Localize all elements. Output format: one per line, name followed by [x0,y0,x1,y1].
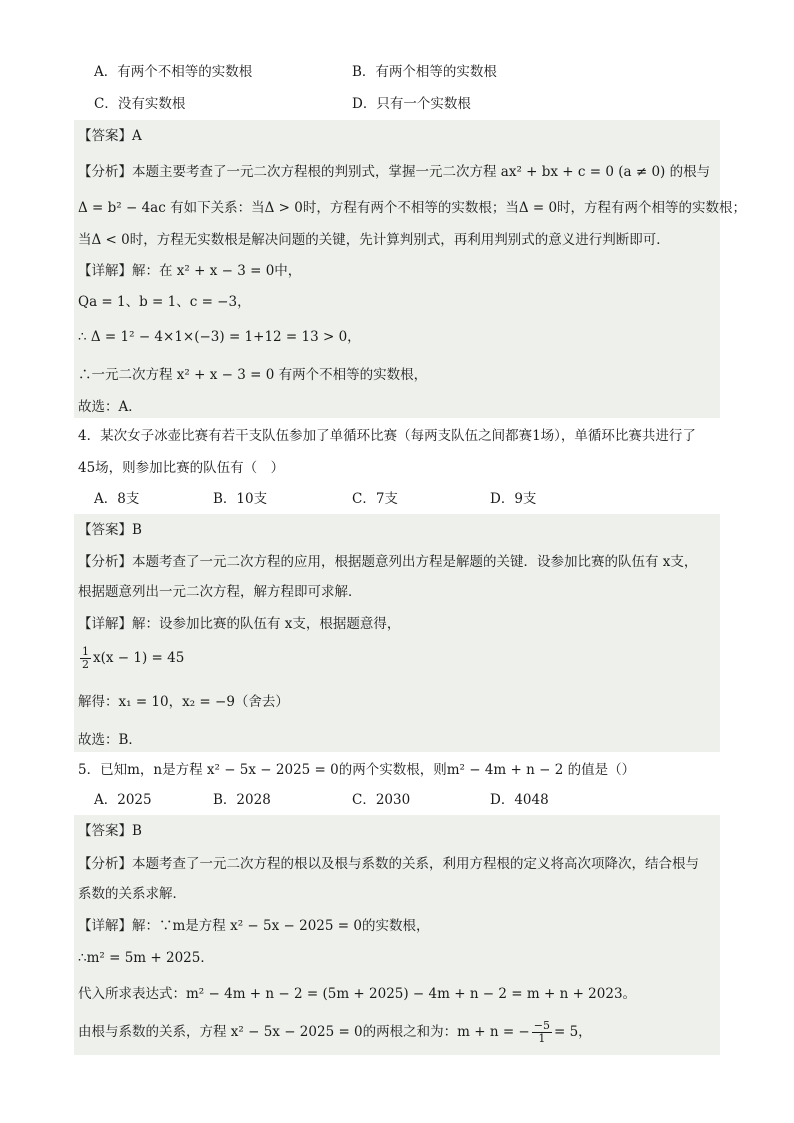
q4-answer: 【答案】B [78,522,142,538]
q3-detail-line-3: ∴ Δ = 1² − 4×1×(−3) = 1+12 = 13 > 0， [78,329,361,345]
q5-fraction-numerator: −5 [533,1019,550,1032]
q3-option-d: D．只有一个实数根 [352,96,471,112]
q4-stem-line-1: 4．某次女子冰壶比赛有若干支队伍参加了单循环比赛（每两支队伍之间都赛1场），单循环比赛共进行了 [78,428,696,444]
q4-option-d: D．9支 [490,491,537,507]
q3-detail-line-2: Qa = 1、b = 1、c = −3， [78,294,251,310]
q3-analysis-line-3: 当Δ < 0时，方程无实数根是解决问题的关键，先计算判别式，再利用判别式的意义进行判断即可． [78,232,670,248]
q4-detail-line-1: 【详解】解：设参加比赛的队伍有 x支，根据题意得， [78,616,401,632]
q5-detail-line-2: ∴m² = 5m + 2025． [78,950,214,966]
q5-option-c: C．2030 [352,792,411,808]
q4-detail-line-4: 故选：B． [78,732,142,748]
q3-detail-line-5: 故选：A． [78,399,142,415]
q5-sum-result: = 5， [553,1024,592,1040]
q5-option-d: D．4048 [490,792,549,808]
q4-option-a: A．8支 [94,491,140,507]
q4-fraction-numerator: 1 [82,645,89,658]
q5-sum-text: 由根与系数的关系，方程 x² − 5x − 2025 = 0的两根之和为：m + n = − [78,1024,530,1040]
q5-detail-line-4 [78,1020,592,1045]
q3-analysis-line-1: 【分析】本题主要考查了一元二次方程根的判别式，掌握一元二次方程 ax² + bx + c = 0 (a ≠ 0) 的根与 [78,164,711,180]
q4-detail-line-2 [78,646,184,671]
q3-option-c: C．没有实数根 [94,96,186,112]
q3-option-a: A．有两个不相等的实数根 [94,64,253,80]
q5-detail-line-3: 代入所求表达式：m² − 4m + n − 2 = (5m + 2025) − 4m + n − 2 = m + n + 2023。 [78,986,637,1002]
q3-detail-line-1: 【详解】解：在 x² + x − 3 = 0中， [78,263,302,279]
q4-detail-line-3: 解得：x₁ = 10，x₂ = −9（舍去） [78,694,289,710]
q5-answer: 【答案】B [78,823,142,839]
q4-fraction [80,646,91,671]
q4-analysis-line-2: 根据题意列出一元二次方程，解方程即可求解． [78,584,362,600]
q3-option-b: B．有两个相等的实数根 [352,64,497,80]
q3-answer: 【答案】A [78,128,142,144]
q3-detail-line-4: ∴一元二次方程 x² + x − 3 = 0 有两个不相等的实数根， [78,367,428,383]
q5-fraction [532,1020,552,1045]
q4-analysis-line-1: 【分析】本题考查了一元二次方程的应用，根据题意列出方程是解题的关键．设参加比赛的队伍有 x支， [78,554,698,570]
q3-analysis-line-2: Δ = b² − 4ac 有如下关系：当Δ > 0时，方程有两个不相等的实数根；当Δ = 0时，方程有两个相等的实数根； [78,200,747,216]
q5-detail-line-1: 【详解】解：∵m是方程 x² − 5x − 2025 = 0的实数根， [78,918,430,934]
q4-stem-line-2: 45场，则参加比赛的队伍有（ ） [78,460,285,476]
q4-solution-block [74,514,720,752]
q4-option-c: C．7支 [352,491,398,507]
q4-option-b: B．10支 [213,491,268,507]
q5-fraction-denominator: 1 [538,1032,546,1045]
q4-equation: x(x − 1) = 45 [93,650,185,666]
q5-solution-block [74,815,720,1055]
q5-analysis-line-1: 【分析】本题考查了一元二次方程的根以及根与系数的关系，利用方程根的定义将高次项降次，结合根与 [78,856,699,872]
q4-fraction-denominator: 2 [82,658,89,671]
q5-analysis-line-2: 系数的关系求解． [78,886,186,902]
q5-stem-line-1: 5．已知m，n是方程 x² − 5x − 2025 = 0的两个实数根，则m² − 4m + n − 2 的值是（） [78,762,636,778]
q5-option-a: A．2025 [94,792,152,808]
q5-option-b: B．2028 [213,792,271,808]
